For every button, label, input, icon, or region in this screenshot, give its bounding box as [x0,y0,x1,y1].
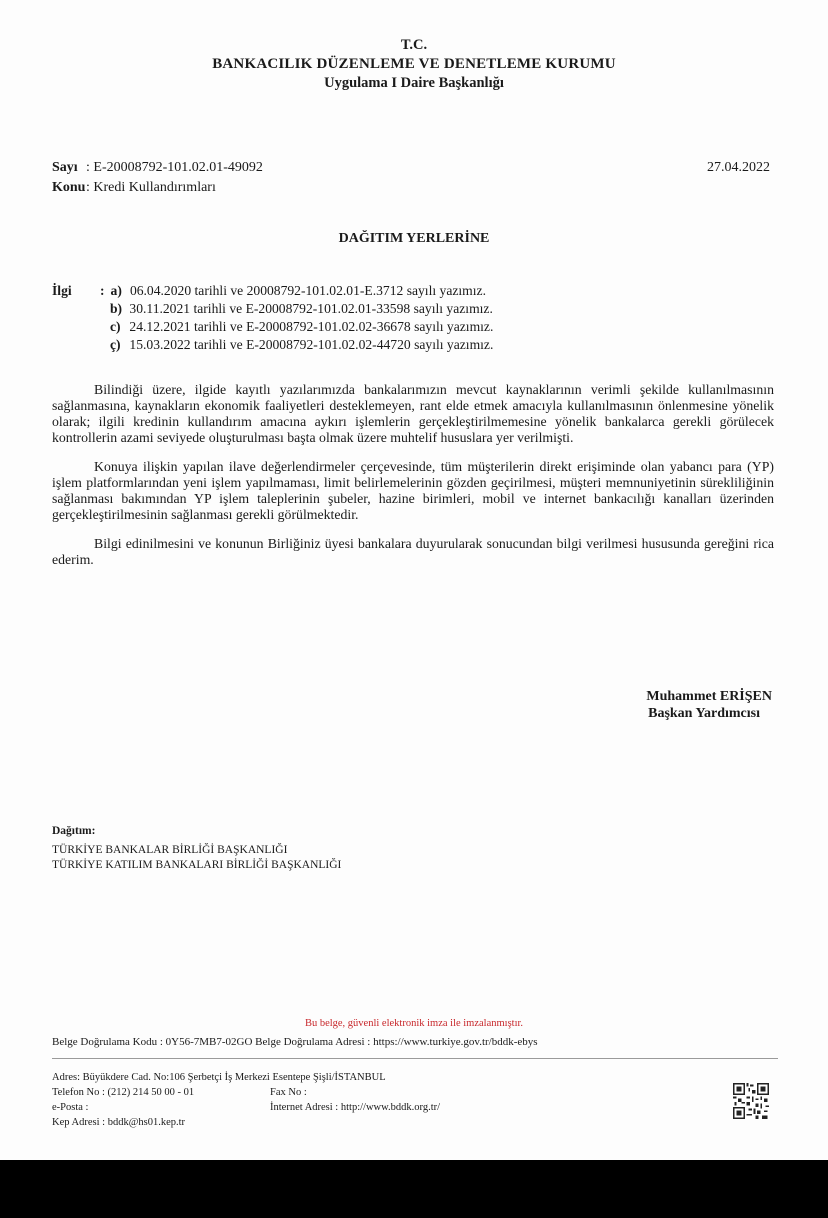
ilgi-item-letter: ç) [110,337,121,352]
footer-web: İnternet Adresi : http://www.bddk.org.tr/ [270,1102,441,1113]
footer-row [52,1085,652,1100]
body-paragraph-1: Bilindiği üzere, ilgide kayıtlı yazılarımızda bankalarımızın mevcut kaynaklarının verimli şekilde kullanılmasının sağlanmasına, kaynakların ekonomik faaliyetleri desteklemeyen, rant elde etmek amacıyla kullanılmasının önlenmesine yönelik olarak; ilgili kredinin kullandırım amacına aykırı işlemlerin gerçekleştirilmemesine yönelik bankalarca gerekli görülecek kontrollerin azami seviyede oluşturulması başta olmak üzere muhtelif hususlara yer verilmişti. [52,382,774,445]
signatory-name: Muhammet ERİŞEN [646,689,772,704]
footer-address: Adres: Büyükdere Cad. No:106 Şerbetçi İş Merkezi Esentepe Şişli/İSTANBUL [52,1072,386,1083]
distribution-item: TÜRKİYE KATILIM BANKALARI BİRLİĞİ BAŞKANLIĞI [52,859,342,871]
ilgi-item-letter: c) [110,319,121,334]
body-paragraph-2: Konuya ilişkin yapılan ilave değerlendirmeler çerçevesinde, tüm müşterilerin direkt erişiminde olan yabancı para (YP) işlem platformlarından yeni işlem yapılmaması, limit belirlemelerinin gözden geçirilmesi, müşteri memnuniyetinin sürekliliğinin sağlanması bakımından YP işlem taleplerinin şubeler, hazine birimleri, mobil ve internet bankacılığı kanalları üzerinden gerçekleştirilmesinin sağlanması gerekli görülmektedir. [52,459,774,522]
konu-value: : Kredi Kullandırımları [86,180,216,195]
sayi-label: Sayı [52,160,78,175]
ilgi-item-text: 06.04.2020 tarihli ve 20008792-101.02.01-E.3712 sayılı yazımız. [129,283,486,298]
distribution-title: DAĞITIM YERLERİNE [338,231,490,246]
verification-line: Belge Doğrulama Kodu : 0Y56-7MB7-02GO Belge Doğrulama Adresi : https://www.turkiye.gov.tr/bddk-ebys [52,1036,538,1048]
letterhead [0,36,828,93]
ilgi-item [100,336,660,354]
distribution-label: Dağıtım: [52,825,96,837]
screenshot-bottom-bar [0,1160,828,1218]
ilgi-item-text: 24.12.2021 tarihli ve E-20008792-101.02.02-36678 sayılı yazımız. [129,319,494,334]
ilgi-item [100,282,660,300]
ilgi-label: İlgi [52,283,72,298]
ilgi-item-text: 30.11.2021 tarihli ve E-20008792-101.02.01-33598 sayılı yazımız. [129,301,493,316]
konu-label: Konu [52,180,86,195]
header-department: Uygulama I Daire Başkanlığı [324,75,504,91]
footer-contact [52,1070,652,1130]
footer-fax: Fax No : [270,1087,307,1098]
qr-code-icon [733,1083,769,1119]
ilgi-list [100,282,660,354]
distribution-list [52,824,341,873]
ilgi-item [100,300,660,318]
signature-block [646,688,772,722]
document-date: 27.04.2022 [707,160,770,175]
sayi-row [52,158,772,178]
sayi-value: : E-20008792-101.02.01-49092 [86,160,263,175]
header-organization: BANKACILIK DÜZENLEME VE DENETLEME KURUMU [212,56,616,72]
footer-kep: Kep Adresi : bddk@hs01.kep.tr [52,1117,186,1128]
footer-email: e-Posta : [52,1102,89,1113]
footer-row [52,1100,652,1115]
ilgi-item-letter: a) [110,283,122,298]
document-meta [52,158,772,198]
e-signature-note: Bu belge, güvenli elektronik imza ile imzalanmıştır. [304,1018,524,1029]
ilgi-item [100,318,660,336]
footer-divider [52,1058,778,1059]
ilgi-item-letter: b) [110,301,123,316]
ilgi-colon: : [100,283,105,298]
distribution-item: TÜRKİYE BANKALAR BİRLİĞİ BAŞKANLIĞI [52,844,288,856]
body-paragraph-3: Bilgi edinilmesini ve konunun Birliğiniz üyesi bankalara duyurularak sonucundan bilgi verilmesi hususunda gereğini rica ederim. [52,536,774,567]
letter-body [52,382,774,581]
header-tc: T.C. [400,37,428,53]
signatory-title: Başkan Yardımcısı [648,706,760,721]
footer-phone: Telefon No : (212) 214 50 00 - 01 [52,1087,195,1098]
konu-row [52,178,772,198]
ilgi-item-text: 15.03.2022 tarihli ve E-20008792-101.02.02-44720 sayılı yazımız. [129,337,494,352]
